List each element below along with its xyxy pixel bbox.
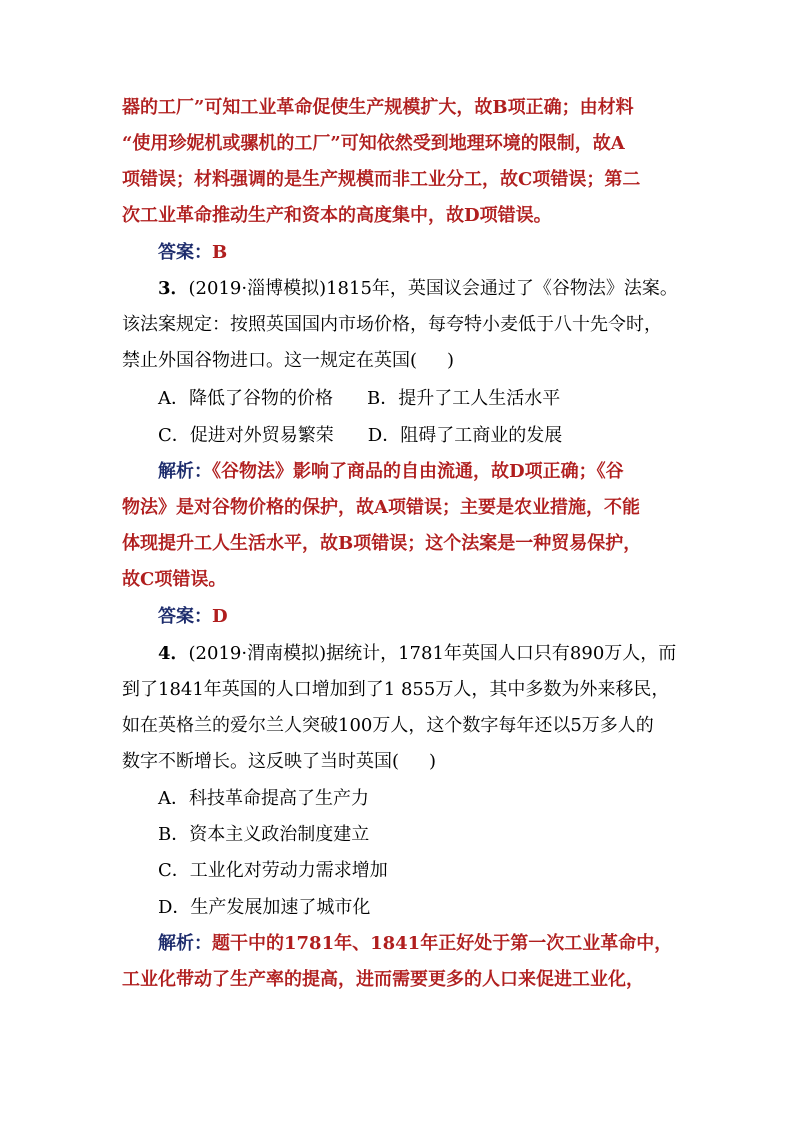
answer-value: D	[212, 606, 228, 627]
q4-stem-line-3: 如在英格兰的爱尔兰人突破100万人，这个数字每年还以5万多人的	[122, 715, 654, 736]
answer-label: 答案：	[158, 242, 212, 263]
q4-stem-line-1	[0, 642, 794, 666]
q4-analysis-line-2: 工业化带动了生产率的提高，进而需要更多的人口来促进工业化，	[122, 969, 644, 990]
q3-option-c[interactable]: C．促进对外贸易繁荣	[158, 425, 334, 446]
q3-analysis-line-1	[0, 460, 794, 484]
q4-number: 4．	[158, 643, 189, 664]
q2-analysis-line-1: 器的工厂”可知工业革命促使生产规模扩大，故B项正确；由材料	[122, 97, 634, 118]
q4-stem-text-4: 数字不断增长。这反映了当时英国(	[122, 751, 400, 772]
q4-option-d[interactable]: D．生产发展加速了城市化	[158, 897, 371, 918]
answer-value: B	[212, 242, 228, 263]
q2-answer	[0, 241, 794, 265]
q3-number: 3．	[158, 278, 189, 299]
q3-options-row-2	[0, 424, 794, 448]
q4-stem-line-4	[0, 750, 794, 774]
q4-analysis-line-1	[0, 932, 794, 956]
answer-label: 答案：	[158, 606, 212, 627]
q3-stem-text-3: 禁止外国谷物进口。这一规定在英国(	[122, 350, 418, 371]
q3-analysis-line-4: 故C项错误。	[122, 569, 227, 590]
q4-option-c[interactable]: C．工业化对劳动力需求增加	[158, 860, 388, 881]
analysis-label: 解析：	[158, 461, 212, 482]
q3-analysis-line-2: 物法》是对谷物价格的保护，故A项错误；主要是农业措施，不能	[122, 497, 640, 518]
q3-option-b[interactable]: B．提升了工人生活水平	[367, 388, 561, 409]
q2-analysis-line-3: 项错误；材料强调的是生产规模而非工业分工，故C项错误；第二	[122, 169, 641, 190]
q3-paren-close: )	[447, 350, 455, 371]
q3-stem-line-2: 该法案规定：按照英国国内市场价格，每夸特小麦低于八十先令时，	[122, 314, 662, 335]
q4-paren-close: )	[429, 751, 437, 772]
q4-stem-text: (2019·渭南模拟)据统计，1781年英国人口只有890万人，而	[188, 643, 677, 664]
q3-stem-text: (2019·淄博模拟)1815年，英国议会通过了《谷物法》法案。	[188, 278, 678, 299]
q4-option-b[interactable]: B．资本主义政治制度建立	[158, 824, 370, 845]
analysis-label: 解析：	[158, 933, 212, 954]
q3-answer	[0, 605, 794, 629]
q3-analysis-line-3: 体现提升工人生活水平，故B项错误；这个法案是一种贸易保护，	[122, 533, 642, 554]
q4-option-a[interactable]: A．科技革命提高了生产力	[158, 788, 369, 809]
q2-analysis-line-2: “使用珍妮机或骡机的工厂”可知依然受到地理环境的限制，故A	[122, 133, 625, 154]
q3-options-row-1	[0, 387, 794, 411]
q3-option-d[interactable]: D．阻碍了工商业的发展	[367, 425, 563, 446]
q3-option-a[interactable]: A．降低了谷物的价格	[158, 388, 333, 409]
q3-analysis-text-1: 《谷物法》影响了商品的自由流通，故D项正确；《谷	[212, 461, 624, 482]
q4-stem-line-2: 到了1841年英国的人口增加到了1 855万人，其中多数为外来移民，	[122, 679, 670, 700]
q4-analysis-text-1: 题干中的1781年、1841年正好处于第一次工业革命中，	[212, 933, 673, 954]
q2-analysis-line-4: 次工业革命推动生产和资本的高度集中，故D项错误。	[122, 205, 552, 226]
q3-stem-line-1	[0, 277, 794, 301]
q3-stem-line-3	[0, 349, 794, 373]
